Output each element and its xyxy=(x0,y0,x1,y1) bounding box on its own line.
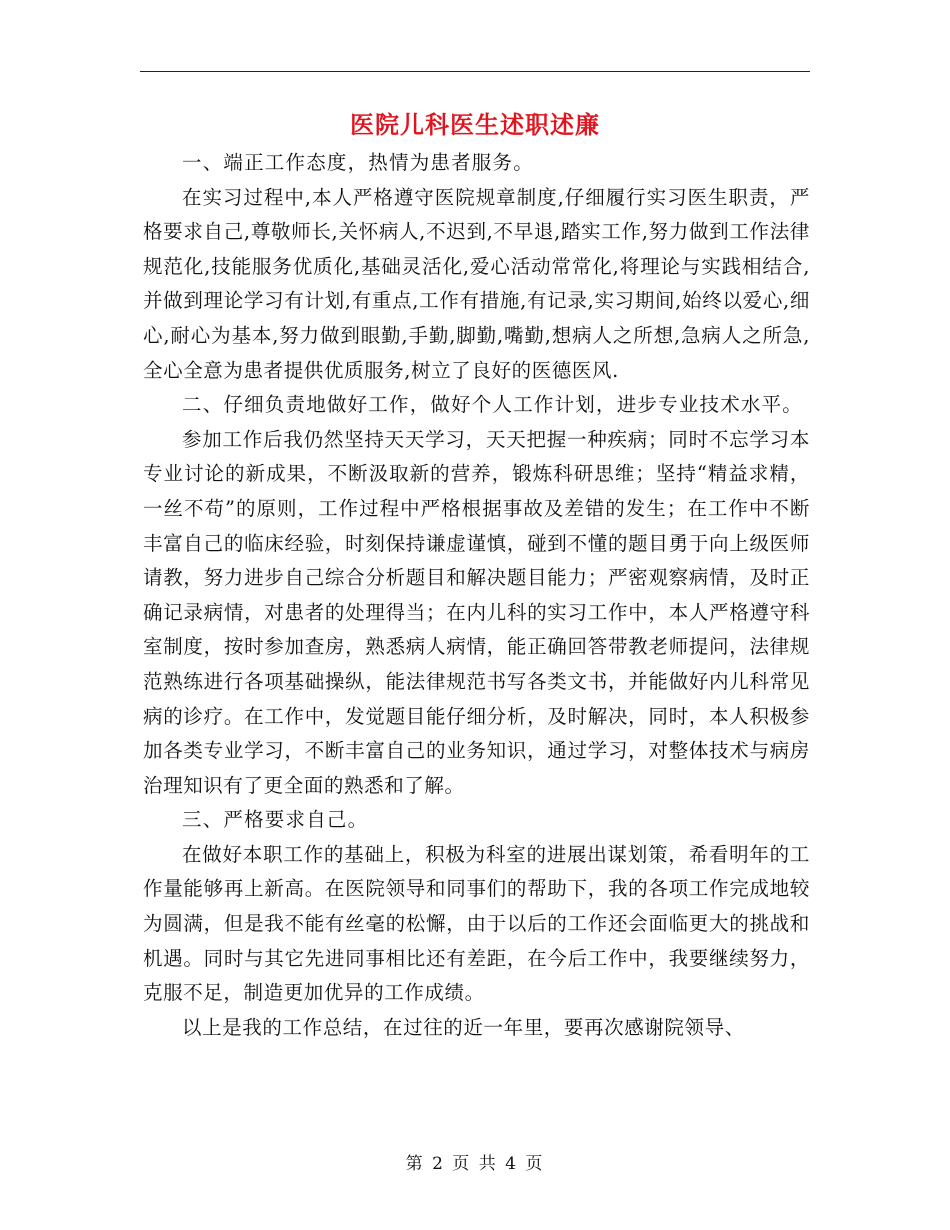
paragraph-4: 以上是我的工作总结，在过往的近一年里，要再次感谢院领导、 xyxy=(182,1015,745,1039)
document-title: 医院儿科医生述职述廉 xyxy=(350,110,600,139)
section-heading-3: 三、严格要求自己。 xyxy=(182,808,369,832)
paragraph-1: 在实习过程中,本人严格遵守医院规章制度,仔细履行实习医生职责，严格要求自己,尊敬师长,关怀病人,不迟到,不早退,踏实工作,努力做到工作法律规范化,技能服务优质化,基础灵活化,爱心活动常常化,将理论与实践相结合,并做到理论学习有计划,有重点,工作有措施,有记录,实习期间,始终以爱心,细心,耐心为基本,努力做到眼勤,手勤,脚勤,嘴勤,想病人之所想,急病人之所急,全心全意为患者提供优质服务,树立了良好的医德医风. xyxy=(143,185,810,382)
page-number: 第 2 页 共 4 页 xyxy=(405,1154,545,1174)
header-rule xyxy=(140,71,810,72)
section-heading-2: 二、仔细负责地做好工作，做好个人工作计划，进步专业技术水平。 xyxy=(182,393,804,417)
document-body xyxy=(143,146,810,1045)
section-heading-1: 一、端正工作态度，热情为患者服务。 xyxy=(182,151,534,174)
paragraph-3: 在做好本职工作的基础上，积极为科室的进展出谋划策，希看明年的工作量能够再上新高。在医院领导和同事们的帮助下，我的各项工作完成地较为圆满，但是我不能有丝毫的松懈，由于以后的工作还会面临更大的挑战和机遇。同时与其它先进同事相比还有差距，在今后工作中，我要继续努力，克服不足，制造更加优异的工作成绩。 xyxy=(143,842,810,1005)
paragraph-2: 参加工作后我仍然坚持天天学习，天天把握一种疾病；同时不忘学习本专业讨论的新成果，不断汲取新的营养，锻炼科研思维；坚持“精益求精，一丝不苟”的原则，工作过程中严格根据事故及差错的发生；在工作中不断丰富自己的临床经验，时刻保持谦虚谨慎，碰到不懂的题目勇于向上级医师请教，努力进步自己综合分析题目和解决题目能力；严密观察病情，及时正确记录病情，对患者的处理得当；在内儿科的实习工作中，本人严格遵守科室制度，按时参加查房，熟悉病人病情，能正确回答带教老师提问，法律规范熟练进行各项基础操纵，能法律规范书写各类文书，并能做好内儿科常见病的诊疗。在工作中，发觉题目能仔细分析，及时解决，同时，本人积极参加各类专业学习，不断丰富自己的业务知识，通过学习，对整体技术与病房治理知识有了更全面的熟悉和了解。 xyxy=(143,427,810,797)
